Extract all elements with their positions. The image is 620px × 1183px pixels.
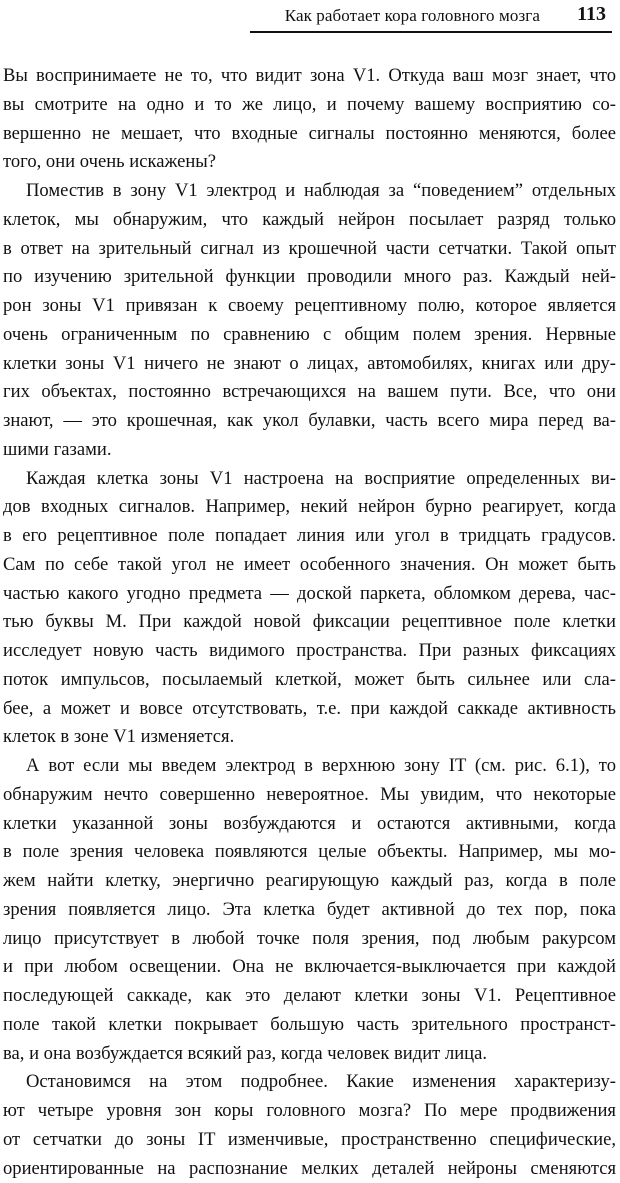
text-line: ва, и она возбуждается всякий раз, когда человек видит лица. xyxy=(3,1040,616,1069)
text-line: дов входных сигналов. Например, некий нейрон бурно реагирует, когда xyxy=(3,493,616,522)
text-line: в его рецептивное поле попадает линия или угол в тридцать градусов. xyxy=(3,522,616,551)
text-line: вы смотрите на одно и то же лицо, и почему вашему восприятию со- xyxy=(3,91,616,120)
text-line: от сетчатки до зоны IT изменчивые, пространственно специфические, xyxy=(3,1126,616,1155)
text-line: обнаружим нечто совершенно невероятное. Мы увидим, что некоторые xyxy=(3,781,616,810)
text-line: шими газами. xyxy=(3,436,616,465)
text-line: знают, — это крошечная, как укол булавки, часть всего мира перед ва- xyxy=(3,407,616,436)
text-line: зрения появляется лицо. Эта клетка будет активной до тех пор, пока xyxy=(3,896,616,925)
text-line: вершенно не мешает, что входные сигналы постоянно меняются, более xyxy=(3,120,616,149)
text-line: последующей саккаде, как это делают клетки зоны V1. Рецептивное xyxy=(3,982,616,1011)
body-text xyxy=(3,62,616,1183)
text-line: клеток в зоне V1 изменяется. xyxy=(3,723,616,752)
text-line: клеток, мы обнаружим, что каждый нейрон посылает разряд только xyxy=(3,206,616,235)
text-line: лицо присутствует в любой точке поля зрения, под любым ракурсом xyxy=(3,925,616,954)
running-title: Как работает кора головного мозга xyxy=(285,6,540,26)
text-line: жем найти клетку, энергично реагирующую каждый раз, когда в поле xyxy=(3,867,616,896)
text-line: ют четыре уровня зон коры головного мозга? По мере продвижения xyxy=(3,1097,616,1126)
text-line: клетки зоны V1 ничего не знают о лицах, автомобилях, книгах или дру- xyxy=(3,350,616,379)
text-line: клетки указанной зоны возбуждаются и остаются активными, когда xyxy=(3,810,616,839)
text-line: поток импульсов, посылаемый клеткой, может быть сильнее или сла- xyxy=(3,666,616,695)
text-line: того, они очень искажены? xyxy=(3,148,616,177)
paragraph-first-line: А вот если мы введем электрод в верхнюю зону IT (см. рис. 6.1), то xyxy=(3,752,616,781)
text-line: исследует новую часть видимого пространства. При разных фиксациях xyxy=(3,637,616,666)
paragraph-first-line: Поместив в зону V1 электрод и наблюдая за “поведением” отдельных xyxy=(3,177,616,206)
text-line: гих объектах, постоянно встречающихся на вашем пути. Все, что они xyxy=(3,378,616,407)
paragraph-first-line: Остановимся на этом подробнее. Какие изменения характеризу- xyxy=(3,1068,616,1097)
header-rule xyxy=(250,31,612,33)
paragraph-first-line: Каждая клетка зоны V1 настроена на восприятие определенных ви- xyxy=(3,465,616,494)
page-header xyxy=(0,0,620,40)
text-line: по изучению зрительной функции проводили много раз. Каждый ней- xyxy=(3,263,616,292)
page-number: 113 xyxy=(577,3,606,26)
text-line: Вы воспринимаете не то, что видит зона V1. Откуда ваш мозг знает, что xyxy=(3,62,616,91)
text-line: очень ограниченным по сравнению с общим полем зрения. Нервные xyxy=(3,321,616,350)
text-line: ориентированные на распознание мелких деталей нейроны сменяются xyxy=(3,1155,616,1183)
text-line: в поле зрения человека появляются целые объекты. Например, мы мо- xyxy=(3,838,616,867)
text-line: рон зоны V1 привязан к своему рецептивному полю, которое является xyxy=(3,292,616,321)
text-line: бее, а может и вовсе отсутствовать, т.е. при каждой саккаде активность xyxy=(3,695,616,724)
text-line: и при любом освещении. Она не включается-выключается при каждой xyxy=(3,953,616,982)
text-line: поле такой клетки покрывает большую часть зрительного пространст- xyxy=(3,1011,616,1040)
text-line: Сам по себе такой угол не имеет особенного значения. Он может быть xyxy=(3,551,616,580)
text-line: в ответ на зрительный сигнал из крошечной части сетчатки. Такой опыт xyxy=(3,235,616,264)
text-line: тью буквы М. При каждой новой фиксации рецептивное поле клетки xyxy=(3,608,616,637)
text-line: частью какого угодно предмета — доской паркета, обломком дерева, час- xyxy=(3,580,616,609)
